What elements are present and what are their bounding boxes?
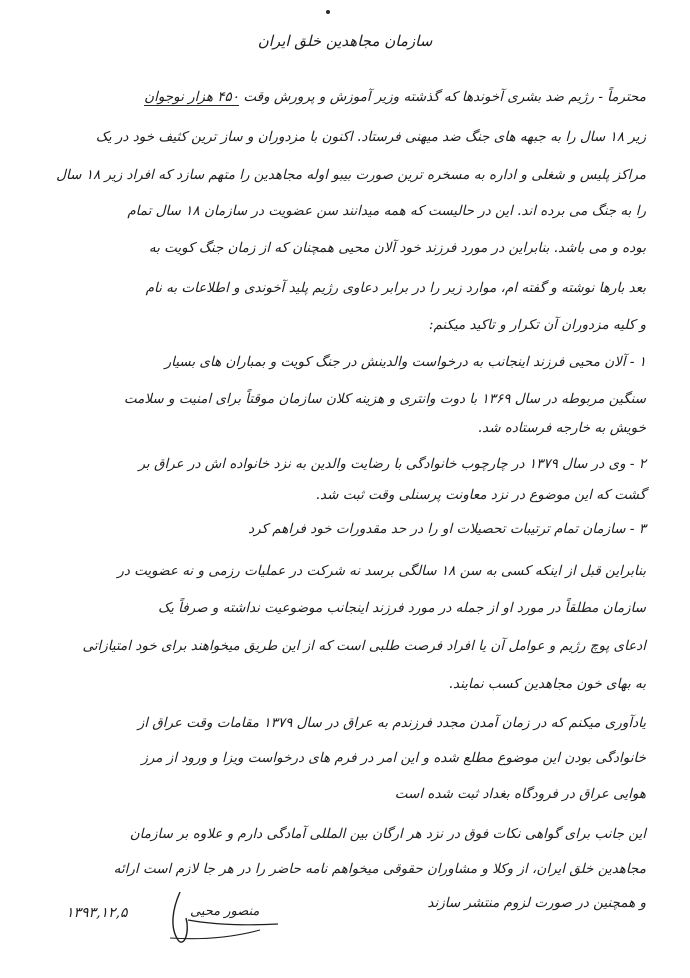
emphasized-figure: ۴۵۰ هزار نوجوان bbox=[144, 89, 240, 105]
letter-line: بعد بارها نوشته و گفته ام، موارد زیر را در برابر دعاوی رژیم پلید آخوندی و اطلاعات به نام bbox=[145, 280, 646, 296]
letter-line: این جانب برای گواهی نکات فوق در نزد هر ارگان بین المللی آمادگی دارم و علاوه بر سازمان bbox=[129, 826, 646, 842]
letter-line: هوایی عراق در فرودگاه بغداد ثبت شده است bbox=[394, 786, 646, 802]
numbered-item-line: ۱ - آلان محیی فرزند اینجانب به درخواست والدینش در جنگ کویت و بمباران های بسیار bbox=[164, 354, 646, 370]
numbered-item-line: ۳ - سازمان تمام ترتیبات تحصیلات او را در حد مقدورات خود فراهم کرد bbox=[248, 521, 646, 537]
letter-line: و کلیه مزدوران آن تکرار و تاکید میکنم: bbox=[428, 317, 646, 333]
signature-name: منصور محیی bbox=[190, 904, 260, 919]
letter-heading: سازمان مجاهدین خلق ایران bbox=[257, 32, 433, 50]
numbered-item-line: ۲ - وی در سال ۱۳۷۹ در چارچوب خانوادگی با رضایت والدین به نزد خانواده اش در عراق بر bbox=[138, 456, 646, 472]
letter-line: بوده و می باشد. بنابراین در مورد فرزند خود آلان محیی همچنان که از زمان جنگ کویت به bbox=[148, 240, 646, 256]
letter-line: را به جنگ می برده اند. این در حالیست که همه میدانند سن عضویت در سازمان ۱۸ سال تمام bbox=[127, 203, 646, 219]
letter-line: زیر ۱۸ سال را به جبهه های جنگ ضد میهنی فرستاد. اکنون با مزدوران و ساز ترین کثیف خود در یک bbox=[95, 129, 646, 145]
letter-line: ادعای پوچ رژیم و عوامل آن یا افراد فرصت طلبی است که از این طریق میخواهند برای خود امتیازاتی bbox=[82, 638, 646, 654]
ink-dot bbox=[326, 10, 330, 14]
numbered-item-line: سنگین مربوطه در سال ۱۳۶۹ با دوت وانتری و هزینه کلان سازمان موقتاً برای امنیت و سلامت bbox=[123, 391, 646, 407]
letter-line: مراکز پلیس و شغلی و اداره به مسخره ترین صورت بیبو اوله مجاهدین را متهم سازد که افراد زیر ۱۸ سال bbox=[56, 167, 646, 183]
signature-date: ۱۳۹۳,۱۲,۵ bbox=[66, 905, 128, 921]
letter-line: و همچنین در صورت لزوم منتشر سازند bbox=[427, 895, 646, 911]
letter-line: محترماً - رژیم ضد بشری آخوندها که گذشته وزیر آموزش و پرورش وقت ۴۵۰ هزار نوجوان bbox=[144, 89, 646, 105]
numbered-item-line: خویش به خارجه فرستاده شد. bbox=[477, 420, 646, 436]
letter-line: مجاهدین خلق ایران، از وکلا و مشاوران حقوقی میخواهم نامه حاضر را در هر جا لازم است ارائه bbox=[113, 861, 646, 877]
letter-line: خانوادگی بودن این موضوع مطلع شده و این امر در فرم های درخواست ویزا و ورود از مرز bbox=[141, 750, 646, 766]
letter-line: سازمان مطلقاً در مورد او از جمله در مورد فرزند اینجانب موضوعیت نداشته و صرفاً یک bbox=[158, 600, 646, 616]
letter-line: به بهای خون مجاهدین کسب نمایند. bbox=[448, 676, 646, 692]
letter-line: یادآوری میکنم که در زمان آمدن مجدد فرزندم به عراق در سال ۱۳۷۹ مقامات وقت عراق از bbox=[137, 715, 646, 731]
letter-line: بنابراین قبل از اینکه کسی به سن ۱۸ سالگی برسد نه شرکت در عملیات رزمی و نه عضویت در bbox=[117, 563, 646, 579]
numbered-item-line: گشت که این موضوع در نزد معاونت پرسنلی وقت ثبت شد. bbox=[315, 487, 646, 503]
